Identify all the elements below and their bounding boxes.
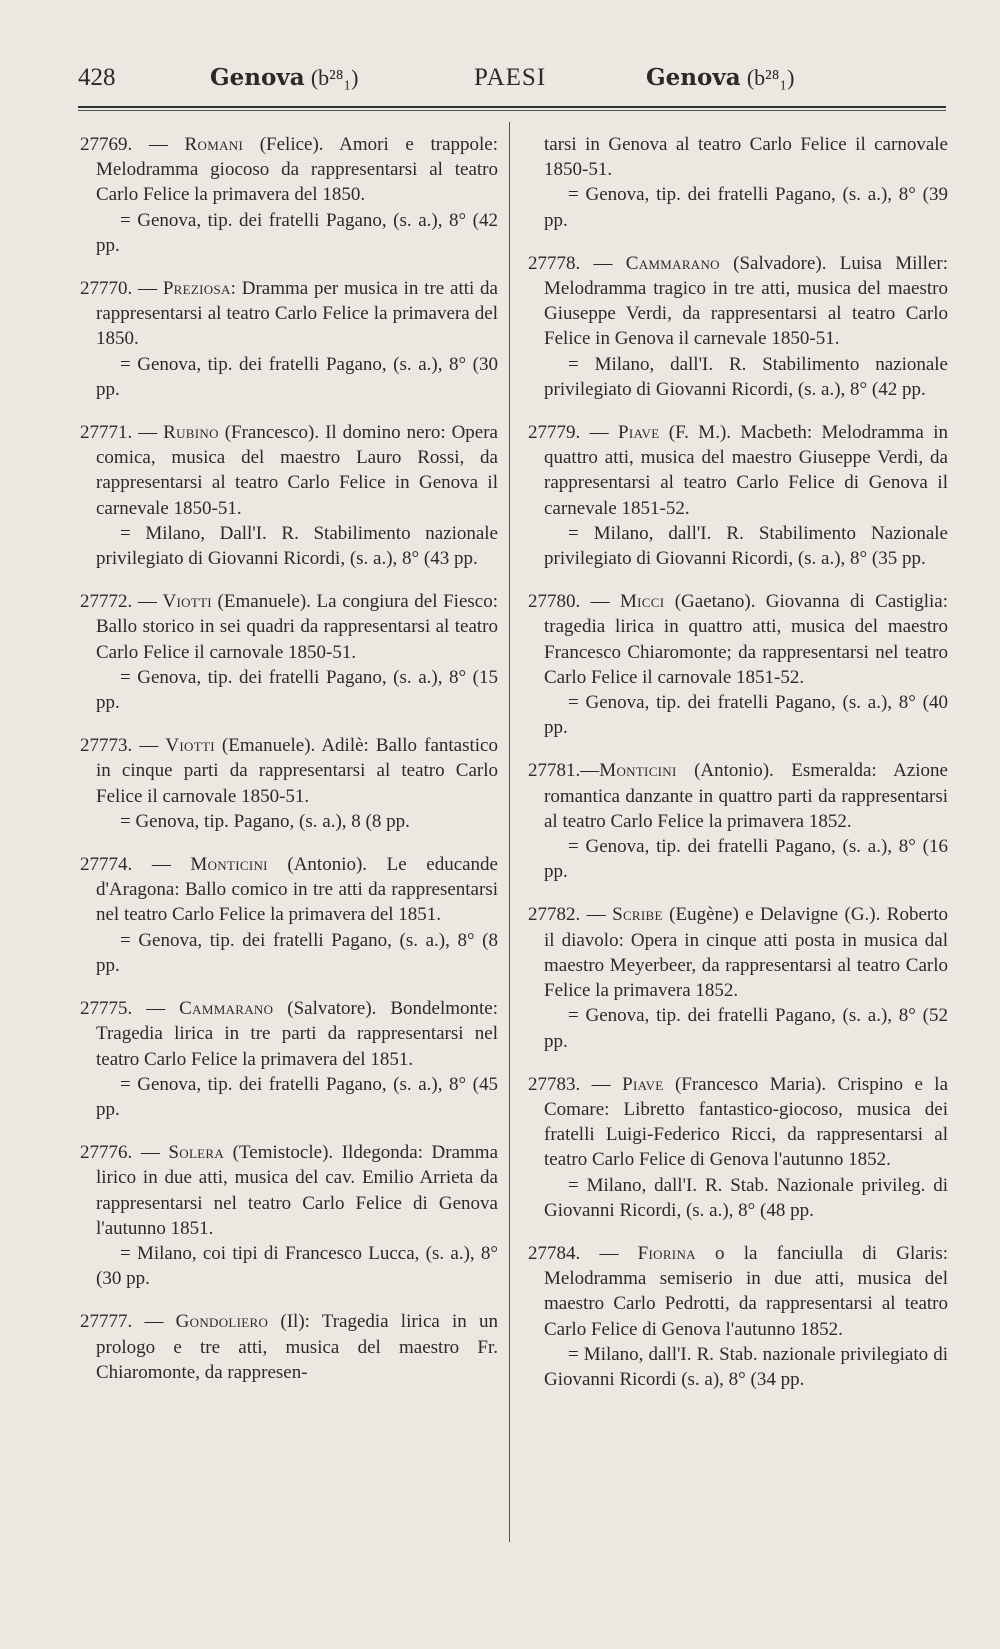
- entry-author: Cammarano: [625, 252, 720, 274]
- entry-title: (Felice). Amori e trappole: Melodramma giocoso da rappresentarsi al teatro Carlo Felice la primavera del 1850.: [96, 134, 498, 206]
- entry-title: tarsi in Genova al teatro Carlo Felice il carnovale 1850-51.: [544, 134, 948, 181]
- entry-title: (Salvadore). Luisa Miller: Melodramma tragico in tre atti, musica del maestro Giuseppe Verdi, da rappresentarsi al teatro Carlo Felice in Genova il carnevale 1850-51.: [544, 252, 949, 350]
- entry-number: 27779. —: [528, 422, 618, 444]
- entry-imprint: = Genova, tip. dei fratelli Pagano, (s. a.), 8° (30 pp.: [96, 353, 498, 400]
- catalog-entry: [80, 996, 499, 1122]
- left-code: (b²⁸₁): [310, 65, 359, 90]
- entry-author: Monticini: [190, 854, 268, 876]
- entry-title: (Antonio). Le educande d'Aragona: Ballo comico in tre atti da rappresentarsi nel teatro Carlo Felice la primavera del 1851.: [96, 854, 498, 926]
- catalog-entry: [80, 733, 498, 834]
- entry-imprint: = Genova, tip. dei fratelli Pagano, (s. a.), 8° (40 pp.: [544, 692, 948, 739]
- entry-imprint: = Milano, dall'I. R. Stab. nazionale privilegiato di Giovanni Ricordi (s. a), 8° (34 pp.: [544, 1343, 948, 1390]
- entry-imprint: = Milano, Dall'I. R. Stabilimento nazionale privilegiato di Giovanni Ricordi, (s. a.), 8° (43 pp.: [96, 522, 498, 570]
- entry-number: 27777. —: [80, 1311, 176, 1333]
- entry-description: [80, 420, 498, 521]
- entry-author: Preziosa: [162, 278, 231, 300]
- entry-description: [80, 852, 498, 928]
- entry-number: 27771. —: [80, 422, 164, 444]
- entry-author: Piave: [618, 422, 660, 444]
- entry-description: [80, 132, 498, 208]
- entry-title: (F. M.). Macbeth: Melodramma in quattro atti, musica del maestro Giuseppe Verdi, da rappresentarsi al teatro Carlo Felice di Genova il carnevale 1851-52.: [544, 422, 949, 519]
- catalog-entry: [544, 132, 948, 233]
- catalog-entry: [80, 420, 498, 571]
- entry-author: Piave: [622, 1073, 664, 1095]
- entry-description: [80, 996, 499, 1072]
- entry-author: Solera: [168, 1142, 225, 1164]
- entry-author: Rubino: [163, 422, 219, 444]
- entry-imprint: = Genova, tip. Pagano, (s. a.), 8 (8 pp.: [120, 810, 410, 832]
- entry-imprint: = Genova, tip. dei fratelli Pagano, (s. a.), 8° (39 pp.: [544, 184, 948, 231]
- entry-author: Fiorina: [637, 1242, 696, 1264]
- entry-author: Scribe: [612, 904, 663, 926]
- catalog-entry: [528, 251, 949, 402]
- entry-imprint: = Milano, dall'I. R. Stabilimento Nazionale privilegiato di Giovanni Ricordi, (s. a.), 8° (35 pp.: [544, 522, 948, 570]
- left-column: [80, 132, 499, 1403]
- entry-imprint: = Milano, coi tipi di Francesco Lucca, (s. a.), 8° (30 pp.: [96, 1242, 498, 1290]
- entry-title: (Emanuele). Adilè: Ballo fantastico in cinque parti da rappresentarsi al teatro Carlo Felice il carnovale 1850-51.: [96, 735, 498, 807]
- entry-number: 27770. —: [80, 278, 163, 300]
- right-column: [528, 132, 949, 1410]
- entry-title: (Francesco Maria). Crispino e la Comare: Libretto fantastico-giocoso, musica dei fratelli Luigi-Federico Ricci, da rappresentarsi al teatro Carlo Felice di Genova l'autunno 1852.: [544, 1073, 949, 1171]
- catalog-entry: [528, 420, 949, 571]
- catalog-entry: [528, 758, 948, 884]
- catalog-entry: [528, 1241, 948, 1392]
- entry-title: o la fanciulla di Glaris: Melodramma semiserio in due atti, musica del maestro Carlo Pedrotti, da rappresentarsi al teatro Carlo Felice di Genova l'autunno 1852.: [544, 1242, 948, 1340]
- entry-author: Gondoliero: [175, 1311, 269, 1333]
- left-running-title: [210, 64, 358, 92]
- entry-description: [80, 276, 498, 352]
- entry-number: 27775. —: [80, 998, 180, 1020]
- entry-author: Romani: [184, 134, 244, 155]
- entry-imprint: = Genova, tip. dei fratelli Pagano, (s. a.), 8° (42 pp.: [96, 209, 498, 256]
- entry-title: (Eugène) e Delavigne (G.). Roberto il diavolo: Opera in cinque atti posta in musica dal maestro Meyerbeer, da rappresentarsi al teatro Carlo Felice la primavera 1852.: [544, 904, 949, 1002]
- entry-author: Viotti: [162, 591, 212, 613]
- catalog-entry: [528, 589, 948, 740]
- entry-number: 27783. —: [528, 1073, 623, 1095]
- catalog-entry: [80, 852, 498, 978]
- section-title: PAESI: [474, 64, 547, 91]
- header-rule: [78, 106, 946, 111]
- right-title: Genova: [646, 64, 741, 91]
- column-divider: [509, 122, 510, 1542]
- catalog-entry: [528, 1072, 949, 1223]
- catalog-entry: [80, 1140, 499, 1291]
- catalog-entry: [80, 276, 498, 402]
- entry-imprint: = Genova, tip. dei fratelli Pagano, (s. a.), 8° (45 pp.: [96, 1073, 498, 1120]
- entry-number: 27774. —: [80, 854, 191, 876]
- entry-author: Monticini: [599, 760, 677, 782]
- entry-number: 27780. —: [528, 591, 620, 613]
- entry-title: (Francesco). Il domino nero: Opera comica, musica del maestro Lauro Rossi, da rappresentarsi al teatro Carlo Felice in Genova il carnevale 1850-51.: [96, 422, 498, 519]
- right-running-title: [646, 64, 794, 92]
- entry-description: [80, 733, 498, 809]
- entry-number: 27773. —: [80, 735, 166, 757]
- entry-author: Cammarano: [179, 998, 274, 1020]
- entry-title: (Salvatore). Bondelmonte: Tragedia lirica in tre parti da rappresentarsi nel teatro Carlo Felice la primavera del 1851.: [96, 998, 499, 1070]
- entry-imprint: = Milano, dall'I. R. Stabilimento nazionale privilegiato di Giovanni Ricordi, (s. a.), 8° (42 pp.: [544, 353, 948, 400]
- entry-description: [528, 420, 949, 521]
- entry-description: [528, 589, 948, 690]
- entry-number: 27784. —: [528, 1242, 638, 1264]
- entry-title: (Gaetano). Giovanna di Castiglia: tragedia lirica in quattro atti, musica del maestro Francesco Chiaromonte; da rappresentarsi nel teatro Carlo Felice il carnovale 1851-52.: [544, 591, 948, 688]
- entry-author: Micci: [619, 591, 665, 613]
- entry-number: 27769. —: [80, 134, 185, 155]
- entry-number: 27781.—: [528, 760, 600, 782]
- entry-imprint: = Milano, dall'I. R. Stab. Nazionale privileg. di Giovanni Ricordi, (s. a.), 8° (48 pp.: [544, 1174, 948, 1221]
- entry-description: [80, 1309, 498, 1385]
- catalog-entry: [80, 1309, 498, 1385]
- right-code: (b²⁸₁): [746, 65, 795, 90]
- catalog-entry: [80, 132, 498, 258]
- entry-title: (Antonio). Esmeralda: Azione romantica danzante in quattro parti da rappresentarsi al teatro Carlo Felice la primavera 1852.: [544, 760, 948, 832]
- entry-imprint: = Genova, tip. dei fratelli Pagano, (s. a.), 8° (52 pp.: [544, 1005, 948, 1052]
- entry-number: 27782. —: [528, 904, 613, 926]
- page-header: [78, 64, 946, 104]
- entry-title: (Temistocle). Ildegonda: Dramma lirico in due atti, musica del cav. Emilio Arrieta da rappresentarsi nel teatro Carlo Felice di Genova l'autunno 1851.: [96, 1142, 499, 1239]
- entry-number: 27778. —: [528, 252, 626, 274]
- entry-description: [528, 1072, 949, 1173]
- entry-description: [528, 251, 949, 352]
- entry-description: [528, 902, 949, 1003]
- entry-description: [80, 1140, 499, 1241]
- entry-number: 27772. —: [80, 591, 163, 613]
- entry-imprint: = Genova, tip. dei fratelli Pagano, (s. a.), 8° (16 pp.: [544, 836, 948, 883]
- entry-title: : Dramma per musica in tre atti da rappresentarsi al teatro Carlo Felice la primavera del 1850.: [96, 278, 498, 350]
- catalog-entry: [528, 902, 949, 1053]
- entry-author: Viotti: [165, 735, 215, 757]
- entry-imprint: = Genova, tip. dei fratelli Pagano, (s. a.), 8° (8 pp.: [96, 929, 498, 976]
- entry-description: [544, 132, 948, 182]
- entry-title: (Emanuele). La congiura del Fiesco: Ballo storico in sei quadri da rappresentarsi al teatro Carlo Felice il carnovale 1850-51.: [96, 591, 498, 663]
- entry-description: [80, 589, 498, 665]
- entry-description: [528, 1241, 948, 1342]
- entry-number: 27776. —: [80, 1142, 169, 1164]
- entry-description: [528, 758, 948, 834]
- entry-title: (Il): Tragedia lirica in un prologo e tre atti, musica del maestro Fr. Chiaromonte, da rappresen-: [96, 1311, 498, 1383]
- catalog-entry: [80, 589, 498, 715]
- page-number: 428: [78, 64, 116, 91]
- entry-imprint: = Genova, tip. dei fratelli Pagano, (s. a.), 8° (15 pp.: [96, 666, 498, 714]
- left-title: Genova: [210, 64, 305, 91]
